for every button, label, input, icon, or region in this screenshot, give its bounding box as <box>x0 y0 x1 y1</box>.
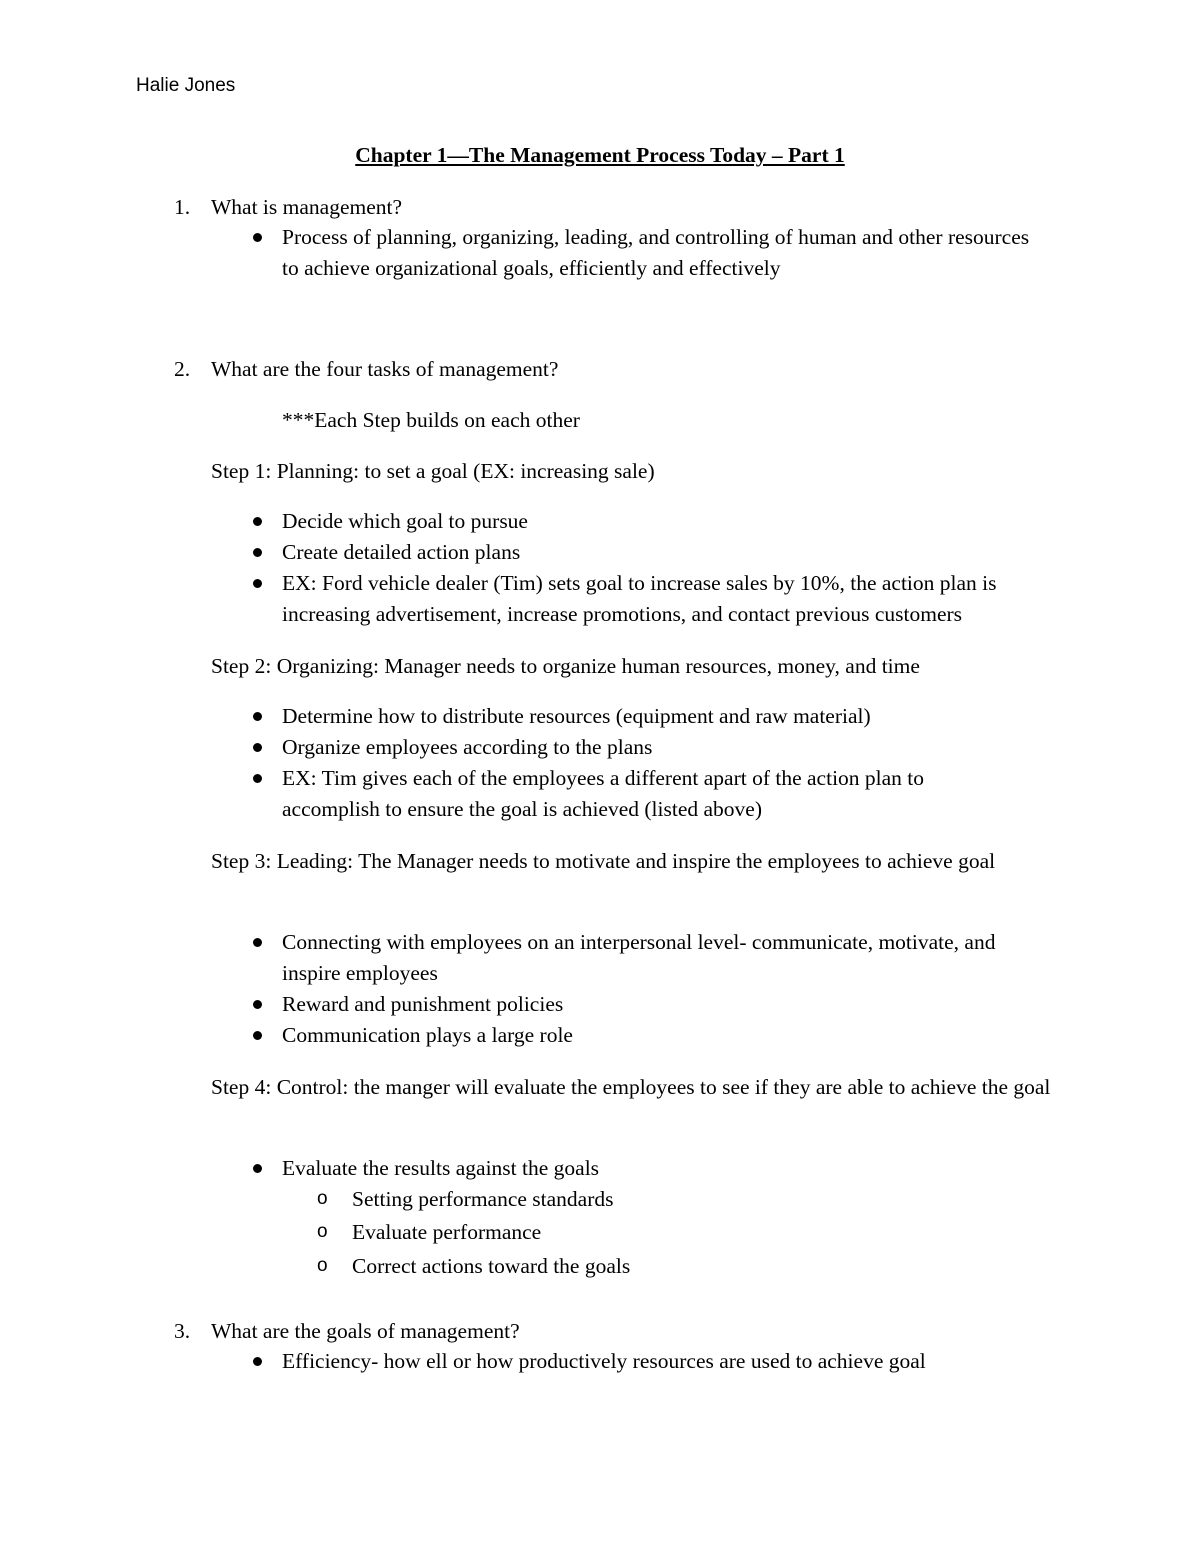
step3-bullet-2: Reward and punishment policies <box>282 992 564 1016</box>
step3-bullet-1: Connecting with employees on an interpersonal level- communicate, motivate, and inspire employees <box>282 930 996 985</box>
bullet-icon <box>253 517 262 526</box>
hollow-bullet-icon: o <box>317 1221 328 1242</box>
bullet-icon <box>253 712 262 721</box>
q2-number: 2. <box>174 357 191 381</box>
step2-bullet-2: Organize employees according to the plans <box>282 735 653 759</box>
bullet-icon <box>253 938 262 947</box>
q3-number: 3. <box>174 1319 191 1343</box>
chapter-title: Chapter 1—The Management Process Today – Part 1 <box>355 143 845 167</box>
q2-question: What are the four tasks of management? <box>211 357 559 381</box>
step4-sub-bullet-1: Setting performance standards <box>352 1187 614 1211</box>
q1-answer: Process of planning, organizing, leading, and controlling of human and other resources to achieve organizational goals, efficiently and effectively <box>282 225 1030 280</box>
author-name: Halie Jones <box>136 75 236 96</box>
bullet-icon <box>253 579 262 588</box>
bullet-icon <box>253 233 262 242</box>
bullet-icon <box>253 1164 262 1173</box>
q1-number: 1. <box>174 195 191 219</box>
step4-sub-bullet-2: Evaluate performance <box>352 1220 542 1244</box>
hollow-bullet-icon: o <box>317 1255 328 1276</box>
step3-heading: Step 3: Leading: The Manager needs to motivate and inspire the employees to achieve goal <box>211 849 996 873</box>
q2-note: ***Each Step builds on each other <box>282 408 580 432</box>
step4-bullet-1: Evaluate the results against the goals <box>282 1156 600 1180</box>
step4-sub-bullet-3: Correct actions toward the goals <box>352 1254 631 1278</box>
bullet-icon <box>253 548 262 557</box>
bullet-icon <box>253 1031 262 1040</box>
step3-bullet-3: Communication plays a large role <box>282 1023 573 1047</box>
q3-answer: Efficiency- how ell or how productively resources are used to achieve goal <box>282 1349 926 1373</box>
step4-heading: Step 4: Control: the manger will evaluate the employees to see if they are able to achieve the goal <box>211 1075 1051 1099</box>
step1-heading: Step 1: Planning: to set a goal (EX: increasing sale) <box>211 459 655 483</box>
step1-bullet-1: Decide which goal to pursue <box>282 509 528 533</box>
q3-question: What are the goals of management? <box>211 1319 520 1343</box>
step2-heading: Step 2: Organizing: Manager needs to organize human resources, money, and time <box>211 654 920 678</box>
hollow-bullet-icon: o <box>317 1188 328 1209</box>
bullet-icon <box>253 774 262 783</box>
q1-question: What is management? <box>211 195 403 219</box>
bullet-icon <box>253 743 262 752</box>
bullet-icon <box>253 1000 262 1009</box>
step1-bullet-2: Create detailed action plans <box>282 540 521 564</box>
step2-bullet-3: EX: Tim gives each of the employees a different apart of the action plan to accomplish to ensure the goal is achieved (listed above) <box>282 766 925 821</box>
bullet-icon <box>253 1357 262 1366</box>
step1-bullet-3: EX: Ford vehicle dealer (Tim) sets goal to increase sales by 10%, the action plan is increasing advertisement, increase promotions, and contact previous customers <box>282 571 997 626</box>
step2-bullet-1: Determine how to distribute resources (equipment and raw material) <box>282 704 871 728</box>
